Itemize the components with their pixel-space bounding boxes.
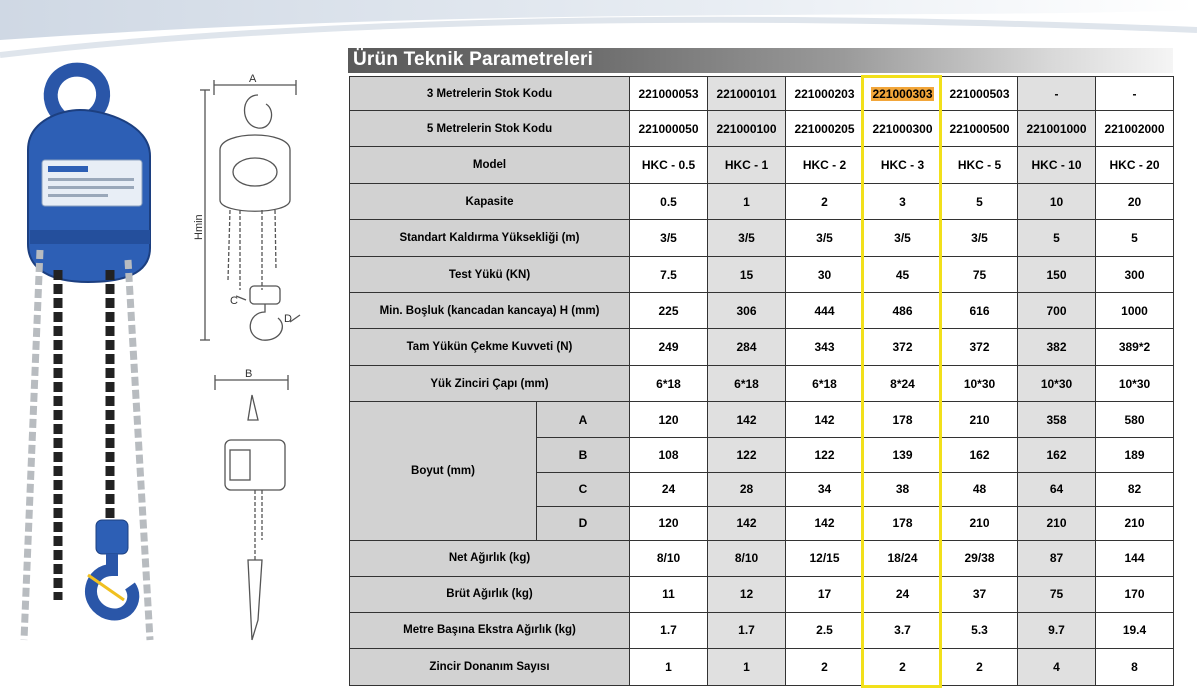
value-cell: 30 bbox=[786, 257, 864, 293]
value-cell: HKC - 3 bbox=[864, 147, 942, 184]
row-label: Zincir Donanım Sayısı bbox=[350, 648, 630, 685]
value-cell: 37 bbox=[942, 576, 1018, 612]
value-cell: 210 bbox=[942, 506, 1018, 540]
table-row bbox=[350, 648, 1174, 685]
technical-drawing-front bbox=[200, 80, 300, 340]
value-cell: 120 bbox=[630, 402, 708, 438]
value-cell: 210 bbox=[1018, 506, 1096, 540]
table-row bbox=[350, 612, 1174, 648]
value-cell: 12 bbox=[708, 576, 786, 612]
value-cell: 3/5 bbox=[708, 220, 786, 257]
value-cell: 45 bbox=[864, 257, 942, 293]
row-label: Min. Boşluk (kancadan kancaya) H (mm) bbox=[350, 293, 630, 329]
value-cell: 87 bbox=[1018, 540, 1096, 576]
value-cell: 108 bbox=[630, 438, 708, 472]
value-cell: HKC - 5 bbox=[942, 147, 1018, 184]
diagram-label-hmin: Hmin bbox=[193, 214, 205, 240]
value-cell: 221000500 bbox=[942, 111, 1018, 147]
value-cell: 616 bbox=[942, 293, 1018, 329]
value-cell: 5 bbox=[1018, 220, 1096, 257]
value-cell: 5 bbox=[1096, 220, 1174, 257]
spec-table-body bbox=[350, 77, 1174, 686]
value-cell: 178 bbox=[864, 506, 942, 540]
value-cell: 300 bbox=[1096, 257, 1174, 293]
value-cell: 225 bbox=[630, 293, 708, 329]
value-cell: 142 bbox=[708, 402, 786, 438]
value-cell: 150 bbox=[1018, 257, 1096, 293]
table-row bbox=[350, 77, 1174, 111]
value-cell: 3/5 bbox=[942, 220, 1018, 257]
value-cell: 9.7 bbox=[1018, 612, 1096, 648]
value-cell: 486 bbox=[864, 293, 942, 329]
value-cell: 6*18 bbox=[708, 366, 786, 402]
sub-row-label: B bbox=[537, 438, 630, 472]
value-cell: 221000503 bbox=[942, 77, 1018, 111]
value-cell: 170 bbox=[1096, 576, 1174, 612]
value-cell: 29/38 bbox=[942, 540, 1018, 576]
value-cell: HKC - 2 bbox=[786, 147, 864, 184]
hoist-photo bbox=[24, 70, 150, 640]
value-cell: 221000203 bbox=[786, 77, 864, 111]
value-cell: 82 bbox=[1096, 472, 1174, 506]
value-cell: 2 bbox=[786, 648, 864, 685]
value-cell: 3/5 bbox=[864, 220, 942, 257]
value-cell: 8 bbox=[1096, 648, 1174, 685]
section-title: Ürün Teknik Parametreleri bbox=[353, 49, 594, 70]
diagram-label-d: D bbox=[284, 313, 292, 325]
value-cell: 358 bbox=[1018, 402, 1096, 438]
value-cell: 700 bbox=[1018, 293, 1096, 329]
value-cell: 6*18 bbox=[786, 366, 864, 402]
value-cell: 139 bbox=[864, 438, 942, 472]
value-cell: 2 bbox=[942, 648, 1018, 685]
product-illustration bbox=[0, 60, 345, 680]
value-cell: 3/5 bbox=[786, 220, 864, 257]
row-label: Test Yükü (KN) bbox=[350, 257, 630, 293]
value-cell: 4 bbox=[1018, 648, 1096, 685]
table-row bbox=[350, 329, 1174, 366]
value-cell: 15 bbox=[708, 257, 786, 293]
value-cell: 142 bbox=[708, 506, 786, 540]
value-cell: 3 bbox=[864, 184, 942, 220]
value-cell: 210 bbox=[1096, 506, 1174, 540]
value-cell: 8*24 bbox=[864, 366, 942, 402]
value-cell: 382 bbox=[1018, 329, 1096, 366]
row-label: Metre Başına Ekstra Ağırlık (kg) bbox=[350, 612, 630, 648]
sub-row-label: C bbox=[537, 472, 630, 506]
row-label-boyut: Boyut (mm) bbox=[350, 402, 537, 540]
value-cell bbox=[864, 77, 942, 111]
value-cell: 221000053 bbox=[630, 77, 708, 111]
value-cell: 24 bbox=[864, 576, 942, 612]
value-cell: 75 bbox=[942, 257, 1018, 293]
value-cell: 221001000 bbox=[1018, 111, 1096, 147]
table-row bbox=[350, 540, 1174, 576]
diagram-label-a: A bbox=[249, 73, 257, 85]
value-cell: 0.5 bbox=[630, 184, 708, 220]
technical-drawing-side bbox=[215, 375, 288, 640]
value-cell: 210 bbox=[942, 402, 1018, 438]
row-label: Brüt Ağırlık (kg) bbox=[350, 576, 630, 612]
highlighted-stock-code: 221000303 bbox=[872, 86, 933, 101]
table-row bbox=[350, 147, 1174, 184]
value-cell: 178 bbox=[864, 402, 942, 438]
value-cell: 142 bbox=[786, 506, 864, 540]
table-row bbox=[350, 402, 1174, 438]
diagram-label-b: B bbox=[245, 368, 253, 380]
value-cell: 1 bbox=[630, 648, 708, 685]
value-cell: 1 bbox=[708, 184, 786, 220]
value-cell: - bbox=[1018, 77, 1096, 111]
table-row bbox=[350, 293, 1174, 329]
value-cell: 48 bbox=[942, 472, 1018, 506]
table-row bbox=[350, 111, 1174, 147]
value-cell: 75 bbox=[1018, 576, 1096, 612]
value-cell: 8/10 bbox=[708, 540, 786, 576]
value-cell: 221000300 bbox=[864, 111, 942, 147]
value-cell: 580 bbox=[1096, 402, 1174, 438]
value-cell: 122 bbox=[708, 438, 786, 472]
value-cell: 1000 bbox=[1096, 293, 1174, 329]
value-cell: 6*18 bbox=[630, 366, 708, 402]
value-cell: 306 bbox=[708, 293, 786, 329]
value-cell: 3/5 bbox=[630, 220, 708, 257]
table-row bbox=[350, 184, 1174, 220]
value-cell: 343 bbox=[786, 329, 864, 366]
value-cell: 64 bbox=[1018, 472, 1096, 506]
section-title-bar bbox=[348, 48, 1173, 73]
value-cell: 284 bbox=[708, 329, 786, 366]
value-cell: 28 bbox=[708, 472, 786, 506]
value-cell: 10*30 bbox=[942, 366, 1018, 402]
value-cell: 444 bbox=[786, 293, 864, 329]
spec-table bbox=[349, 76, 1174, 686]
row-label: 5 Metrelerin Stok Kodu bbox=[350, 111, 630, 147]
value-cell: HKC - 1 bbox=[708, 147, 786, 184]
table-row bbox=[350, 220, 1174, 257]
value-cell: 10*30 bbox=[1096, 366, 1174, 402]
value-cell: 17 bbox=[786, 576, 864, 612]
value-cell: HKC - 20 bbox=[1096, 147, 1174, 184]
value-cell: 2.5 bbox=[786, 612, 864, 648]
value-cell: 122 bbox=[786, 438, 864, 472]
value-cell: 389*2 bbox=[1096, 329, 1174, 366]
value-cell: 24 bbox=[630, 472, 708, 506]
value-cell: HKC - 10 bbox=[1018, 147, 1096, 184]
row-label: Net Ağırlık (kg) bbox=[350, 540, 630, 576]
value-cell: 144 bbox=[1096, 540, 1174, 576]
value-cell: 249 bbox=[630, 329, 708, 366]
value-cell: 7.5 bbox=[630, 257, 708, 293]
value-cell: 162 bbox=[1018, 438, 1096, 472]
value-cell: 221000101 bbox=[708, 77, 786, 111]
value-cell: 221000205 bbox=[786, 111, 864, 147]
row-label: Kapasite bbox=[350, 184, 630, 220]
value-cell: 221002000 bbox=[1096, 111, 1174, 147]
table-row bbox=[350, 257, 1174, 293]
value-cell: 10 bbox=[1018, 184, 1096, 220]
value-cell: 189 bbox=[1096, 438, 1174, 472]
value-cell: 221000100 bbox=[708, 111, 786, 147]
value-cell: 162 bbox=[942, 438, 1018, 472]
value-cell: 2 bbox=[786, 184, 864, 220]
value-cell: 5.3 bbox=[942, 612, 1018, 648]
value-cell: 19.4 bbox=[1096, 612, 1174, 648]
value-cell: 120 bbox=[630, 506, 708, 540]
value-cell: 1.7 bbox=[630, 612, 708, 648]
value-cell: 1 bbox=[708, 648, 786, 685]
sub-row-label: A bbox=[537, 402, 630, 438]
row-label: 3 Metrelerin Stok Kodu bbox=[350, 77, 630, 111]
value-cell: HKC - 0.5 bbox=[630, 147, 708, 184]
value-cell: 2 bbox=[864, 648, 942, 685]
row-label: Tam Yükün Çekme Kuvveti (N) bbox=[350, 329, 630, 366]
sub-row-label: D bbox=[537, 506, 630, 540]
row-label: Yük Zinciri Çapı (mm) bbox=[350, 366, 630, 402]
value-cell: 18/24 bbox=[864, 540, 942, 576]
row-label: Model bbox=[350, 147, 630, 184]
value-cell: 8/10 bbox=[630, 540, 708, 576]
value-cell: - bbox=[1096, 77, 1174, 111]
value-cell: 221000050 bbox=[630, 111, 708, 147]
value-cell: 10*30 bbox=[1018, 366, 1096, 402]
value-cell: 20 bbox=[1096, 184, 1174, 220]
table-row bbox=[350, 366, 1174, 402]
value-cell: 12/15 bbox=[786, 540, 864, 576]
value-cell: 5 bbox=[942, 184, 1018, 220]
value-cell: 34 bbox=[786, 472, 864, 506]
value-cell: 372 bbox=[864, 329, 942, 366]
value-cell: 1.7 bbox=[708, 612, 786, 648]
diagram-label-c: C bbox=[230, 295, 238, 307]
value-cell: 3.7 bbox=[864, 612, 942, 648]
table-row bbox=[350, 576, 1174, 612]
value-cell: 372 bbox=[942, 329, 1018, 366]
value-cell: 11 bbox=[630, 576, 708, 612]
value-cell: 142 bbox=[786, 402, 864, 438]
value-cell: 38 bbox=[864, 472, 942, 506]
row-label: Standart Kaldırma Yüksekliği (m) bbox=[350, 220, 630, 257]
